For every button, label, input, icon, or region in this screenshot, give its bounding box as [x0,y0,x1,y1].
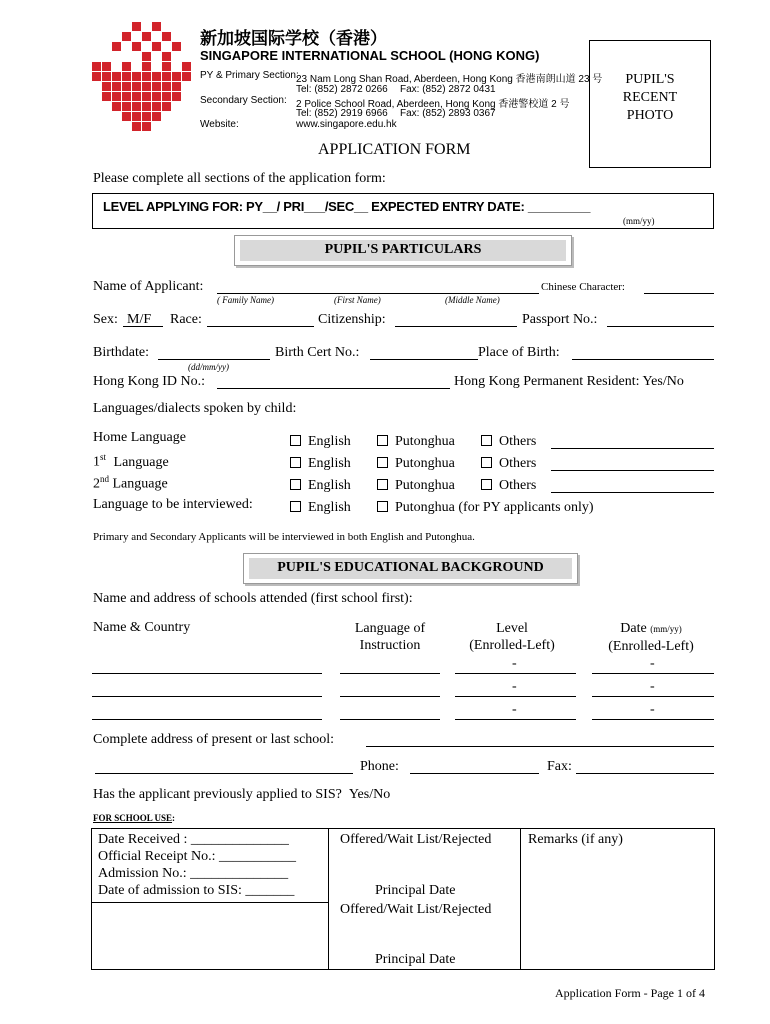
school-address-label: Complete address of present or last school: [93,732,335,747]
logo-square [152,102,161,111]
logo-square [142,122,151,131]
logo-square [112,42,121,51]
logo-square [162,32,171,41]
form-instruction: Please complete all sections of the application form: [93,171,386,186]
previously-applied-label: Has the applicant previously applied to SIS? Yes/No [93,787,391,802]
logo-square [102,72,111,81]
interview-language-label: Language to be interviewed: [93,497,253,512]
schools-attended-label: Name and address of schools attended (first school first): [93,591,413,606]
chinese-character-input-line[interactable] [644,293,714,294]
remarks-field[interactable]: Remarks (if any) [528,832,623,847]
offer-status-2[interactable]: Offered/Wait List/Rejected [340,902,492,917]
date-received-field[interactable]: Date Received : ______________ [98,832,289,847]
principal-date-2: Principal Date [375,952,456,967]
school-language-line[interactable] [340,673,440,674]
education-heading [243,553,578,584]
py-section-address: 23 Nam Long Shan Road, Aberdeen, Hong Kong 香港南朗山道 23 号 [296,74,603,85]
logo-square [172,42,181,51]
birth-cert-input-line[interactable] [370,359,478,360]
logo-square [122,82,131,91]
secondary-section-tel: Tel: (852) 2919 6966 [296,108,388,119]
logo-square [102,92,111,101]
admission-no-field[interactable]: Admission No.: ______________ [98,866,289,881]
logo-square [112,102,121,111]
logo-square [172,82,181,91]
checkbox-icon[interactable] [481,479,492,490]
receipt-no-field[interactable]: Official Receipt No.: ___________ [98,849,297,864]
birth-cert-label: Birth Cert No.: [275,345,360,360]
school-level-line[interactable] [455,673,576,674]
logo-square [122,72,131,81]
date-dash: - [650,656,655,671]
col-date: Date (mm/yy) (Enrolled-Left) [608,621,694,654]
previously-applied-value[interactable]: Yes/No [348,787,391,802]
principal-date-1: Principal Date [375,883,456,898]
secondary-section-fax: Fax: (852) 2893 0367 [400,108,496,119]
passport-label: Passport No.: [522,312,598,327]
logo-square [142,62,151,71]
photo-label-2: RECENT [622,90,678,105]
logo-square [162,92,171,101]
logo-square [152,22,161,31]
interview-note: Primary and Secondary Applicants will be interviewed in both English and Putonghua. [93,531,475,543]
photo-label-3: PHOTO [626,108,674,123]
sex-label: Sex: [93,312,118,327]
date-dash: - [650,702,655,717]
chinese-character-label: Chinese Character: [541,281,625,293]
school-fax-label: Fax: [547,759,572,774]
logo-square [132,42,141,51]
secondary-section-address: 2 Police School Road, Aberdeen, Hong Kong 香港警校道 2 号 [296,99,570,110]
sex-input-line [123,326,163,327]
logo-square [142,72,151,81]
checkbox-icon[interactable] [290,479,301,490]
logo-square [182,62,191,71]
website-label: Website: [200,119,239,130]
school-date-line[interactable] [592,673,714,674]
school-language-line[interactable] [340,719,440,720]
school-english-name: SINGAPORE INTERNATIONAL SCHOOL (HONG KONG) [200,48,540,63]
logo-square [132,92,141,101]
logo-square [132,82,141,91]
date-dash: - [650,679,655,694]
logo-square [102,62,111,71]
logo-square [122,112,131,121]
education-heading-text: PUPIL'S EDUCATIONAL BACKGROUND [249,558,572,579]
first-putonghua-option[interactable]: Putonghua [377,456,455,472]
col-language-instruction: Language of Instruction [354,621,426,653]
place-of-birth-label: Place of Birth: [478,345,560,360]
first-others-input-line[interactable] [551,470,714,471]
logo-square [112,82,121,91]
school-level-line[interactable] [455,696,576,697]
photo-label-1: PUPIL'S [625,72,675,87]
school-phone-input-line[interactable] [410,773,539,774]
logo-square [132,122,141,131]
entry-date-format: (mm/yy) [623,216,655,226]
py-section-label: PY & Primary Section: [200,70,299,81]
logo-square [132,22,141,31]
logo-square [162,62,171,71]
school-address-input-line[interactable] [366,746,714,747]
logo-square [132,72,141,81]
second-others-option[interactable]: Others [481,478,536,494]
hkid-label: Hong Kong ID No.: [93,374,205,389]
checkbox-icon[interactable] [290,457,301,468]
logo-square [162,102,171,111]
level-applying-field[interactable]: LEVEL APPLYING FOR: PY__/ PRI___/SEC__ EXPECTED ENTRY DATE: _________ [103,199,591,214]
birthdate-input-line[interactable] [158,359,270,360]
particulars-heading [234,235,572,266]
logo-square [162,72,171,81]
middle-name-hint: (Middle Name) [445,295,500,305]
admission-date-field[interactable]: Date of admission to SIS: _______ [98,883,295,898]
py-section-fax: Fax: (852) 2872 0431 [400,84,496,95]
school-name-line[interactable] [92,696,322,697]
logo-square [102,82,111,91]
form-title: APPLICATION FORM [318,141,471,158]
school-language-line[interactable] [340,696,440,697]
interview-putonghua-option[interactable]: Putonghua (for PY applicants only) [377,500,594,516]
sex-value[interactable]: M/F [127,312,152,327]
logo-square [112,92,121,101]
logo-square [122,102,131,111]
secondary-section-label: Secondary Section: [200,95,287,106]
school-date-line[interactable] [592,696,714,697]
school-use-label: FOR SCHOOL USE: [93,813,176,823]
home-english-option[interactable]: English [290,434,351,450]
logo-square [92,62,101,71]
checkbox-icon[interactable] [377,501,388,512]
school-phone-label: Phone: [360,759,399,774]
languages-label: Languages/dialects spoken by child: [93,401,297,416]
logo-square [152,112,161,121]
logo-square [142,82,151,91]
home-others-input-line[interactable] [551,448,714,449]
logo-square [142,52,151,61]
second-putonghua-option[interactable]: Putonghua [377,478,455,494]
logo-square [122,32,131,41]
birthdate-format-hint: (dd/mm/yy) [188,362,229,372]
hkid-input-line[interactable] [217,388,450,389]
checkbox-icon[interactable] [377,457,388,468]
photo-box [589,40,711,168]
col-name-country: Name & Country [93,620,191,635]
school-chinese-name: 新加坡国际学校（香港） [200,29,387,48]
first-language-label: 1st Language [93,452,169,470]
logo-square [132,112,141,121]
home-putonghua-option[interactable]: Putonghua [377,434,455,450]
level-dash: - [512,702,517,717]
logo-square [132,102,141,111]
logo-square [142,92,151,101]
school-address-input-line-2[interactable] [95,773,353,774]
school-level-line[interactable] [455,719,576,720]
first-others-option[interactable]: Others [481,456,536,472]
particulars-heading-text: PUPIL'S PARTICULARS [240,240,566,261]
name-label: Name of Applicant: [93,279,204,294]
first-name-hint: (First Name) [334,295,381,305]
school-logo [92,22,192,140]
second-others-input-line[interactable] [551,492,714,493]
citizenship-label: Citizenship: [318,312,386,327]
logo-square [182,72,191,81]
checkbox-icon[interactable] [290,501,301,512]
checkbox-icon[interactable] [481,457,492,468]
logo-square [152,72,161,81]
passport-input-line[interactable] [607,326,714,327]
birthdate-label: Birthdate: [93,345,149,360]
logo-square [152,92,161,101]
level-dash: - [512,656,517,671]
logo-square [152,82,161,91]
logo-square [112,72,121,81]
school-fax-input-line[interactable] [576,773,714,774]
citizenship-input-line[interactable] [395,326,517,327]
second-language-label: 2nd Language [93,474,168,492]
home-others-option[interactable]: Others [481,434,536,450]
hk-permanent-resident[interactable]: Hong Kong Permanent Resident: Yes/No [454,374,684,389]
logo-square [92,72,101,81]
race-input-line[interactable] [207,326,314,327]
place-of-birth-input-line[interactable] [572,359,714,360]
logo-square [142,112,151,121]
py-section-tel: Tel: (852) 2872 0266 [296,84,388,95]
interview-english-option[interactable]: English [290,500,351,516]
logo-square [172,92,181,101]
checkbox-icon[interactable] [290,435,301,446]
school-name-line[interactable] [92,673,322,674]
logo-square [152,42,161,51]
school-date-line[interactable] [592,719,714,720]
race-label: Race: [170,312,202,327]
offer-status-1[interactable]: Offered/Wait List/Rejected [340,832,492,847]
page-footer: Application Form - Page 1 of 4 [555,986,705,1000]
level-box [92,193,714,229]
checkbox-icon[interactable] [377,479,388,490]
logo-square [162,82,171,91]
name-input-line[interactable] [217,293,539,294]
second-english-option[interactable]: English [290,478,351,494]
logo-square [122,92,131,101]
school-name-line[interactable] [92,719,322,720]
checkbox-icon[interactable] [481,435,492,446]
logo-square [172,72,181,81]
school-use-table [91,828,715,970]
logo-square [142,102,151,111]
logo-square [162,52,171,61]
website-link[interactable]: www.singapore.edu.hk [296,119,397,130]
logo-square [122,62,131,71]
col-level: Level (Enrolled-Left) [469,621,555,653]
checkbox-icon[interactable] [377,435,388,446]
home-language-label: Home Language [93,430,186,445]
logo-square [142,32,151,41]
first-english-option[interactable]: English [290,456,351,472]
level-dash: - [512,679,517,694]
family-name-hint: ( Family Name) [217,295,274,305]
